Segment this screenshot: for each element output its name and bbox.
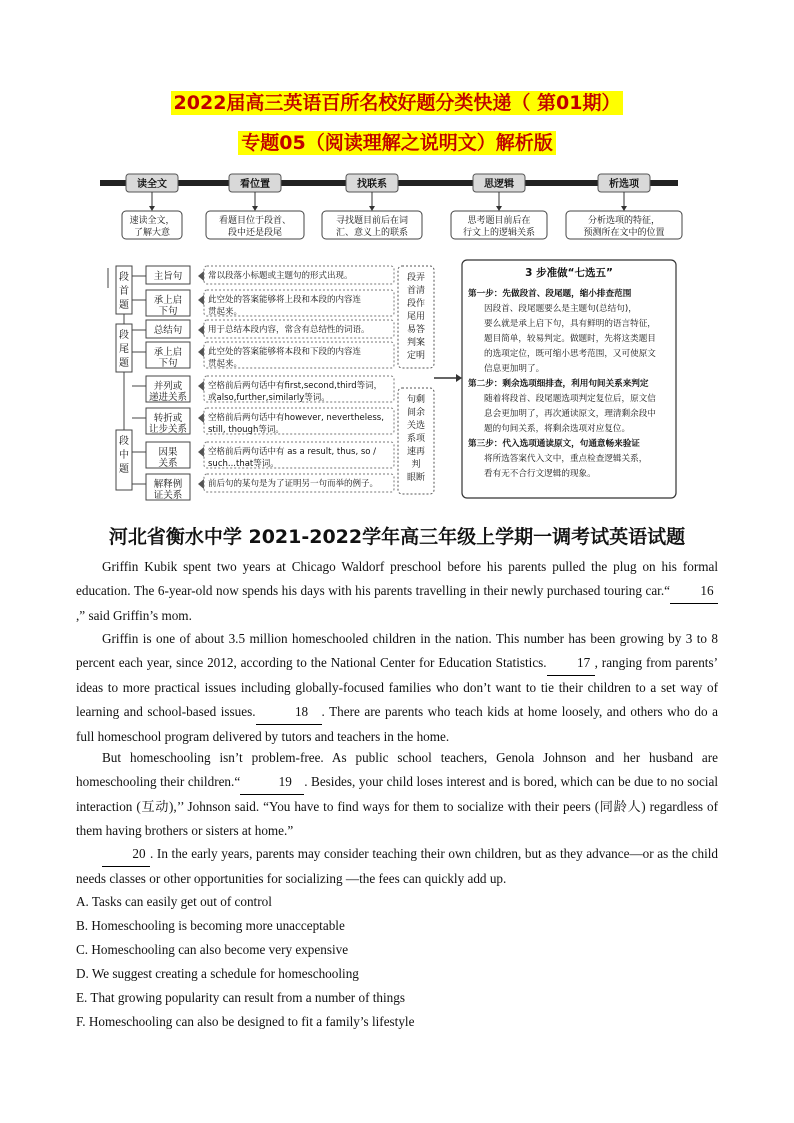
flow-desc-line: 预测所在文中的位置 bbox=[583, 228, 665, 238]
steps-box-line: 信息更加明了。 bbox=[484, 364, 545, 374]
tree-group-char: 中 bbox=[119, 450, 129, 461]
arrow-head bbox=[198, 479, 204, 489]
strategy-diagram bbox=[100, 170, 690, 505]
arrow-head bbox=[621, 206, 627, 211]
arrow-head bbox=[149, 206, 155, 211]
steps-box-line: 第二步：剩余选项细排查，利用句间关系来判定 bbox=[468, 379, 649, 389]
side-note-char: 间余 bbox=[406, 408, 426, 418]
side-note-char: 判 bbox=[411, 460, 421, 470]
side-note-char: 句剩 bbox=[406, 395, 426, 405]
steps-box-line: 第三步：代入选项通读原文，句通意畅来验证 bbox=[468, 439, 640, 449]
arrow-head bbox=[198, 447, 204, 457]
steps-box-line: 第一步：先做段首、段尾题，缩小排查范围 bbox=[468, 289, 632, 299]
flow-step-label: 析选项 bbox=[609, 179, 639, 190]
flow-step-label: 读全文 bbox=[137, 179, 167, 190]
option-f: F. Homeschooling can also be designed to fit a family’s lifestyle bbox=[76, 1014, 415, 1029]
tree-group-char: 题 bbox=[119, 300, 129, 311]
tree-item-desc: 贯起来。 bbox=[208, 359, 243, 369]
steps-box-line: 因段首、段尾题要么是主题句(总结句)， bbox=[484, 304, 637, 314]
blank-19: 19 bbox=[240, 770, 304, 795]
tree-group-char: 首 bbox=[119, 286, 129, 297]
flow-desc-line: 看题目位于段首、 bbox=[218, 216, 292, 226]
side-note-char: 首清 bbox=[406, 286, 426, 296]
passage-paragraph-3: But homeschooling isn’t problem-free. As public school teachers, Genola Johnson and her husband are homeschooling their children.“ 19 . Besides, your child loses interest and is bored, which can be due to no social interaction (互动),’’ Johnson said. “You have to find ways for them to socialize with their peers (同龄人) regardless of them having brothers or sisters at home.” bbox=[76, 750, 718, 838]
arrow-head bbox=[198, 347, 204, 357]
side-note-char: 系项 bbox=[406, 434, 426, 444]
flow-desc-line: 速读全文， bbox=[129, 216, 175, 226]
arrow-head bbox=[496, 206, 502, 211]
steps-box-line: 随着将段首、段尾题选项判定复位后，原文信 bbox=[484, 394, 656, 404]
tree-group-char: 段 bbox=[119, 272, 129, 283]
arrow-head bbox=[198, 271, 204, 281]
arrow-head bbox=[456, 374, 462, 382]
side-note-char: 眼断 bbox=[406, 473, 426, 483]
steps-box-line: 息会更加明了，再次通读原文，理清剩余段中 bbox=[484, 409, 656, 419]
option-b: B. Homeschooling is becoming more unacceptable bbox=[76, 918, 345, 933]
option-c: C. Homeschooling can also become very expensive bbox=[76, 942, 349, 957]
option-a: A. Tasks can easily get out of control bbox=[76, 894, 272, 909]
passage-paragraph-1: Griffin Kubik spent two years at Chicago Waldorf preschool before his parents pulled the plug on his formal education. The 6-year-old now spends his days with his parents travelling in their newly purchased touring car.“ 16,” said Griffin’s mom. bbox=[76, 559, 718, 623]
tree-item-desc: such...that等词。 bbox=[208, 459, 279, 469]
flow-step-label: 看位置 bbox=[240, 179, 270, 190]
tree-item-label: 承上启 bbox=[153, 295, 183, 306]
flow-desc-line: 汇、意义上的联系 bbox=[335, 228, 409, 238]
tree-item-label: 解释例 bbox=[153, 479, 183, 490]
options-list bbox=[76, 890, 716, 1034]
tree-item-label: 下句 bbox=[158, 306, 178, 317]
flow-step-label: 找联系 bbox=[357, 179, 387, 190]
tree-item-label: 并列或 bbox=[153, 381, 183, 392]
steps-box-line: 题的句间关系，将剩余选项对应复位。 bbox=[484, 424, 631, 434]
side-note-char: 尾用 bbox=[406, 312, 426, 322]
flow-step-label: 思逻辑 bbox=[484, 179, 514, 190]
tree-item-label: 主旨句 bbox=[153, 271, 183, 282]
steps-box-line: 题目简单，较易判定。做题时，先将这类题目 bbox=[484, 334, 656, 344]
tree-group-char: 段 bbox=[119, 330, 129, 341]
side-note-char: 段作 bbox=[406, 299, 426, 309]
flow-desc-line: 段中还是段尾 bbox=[227, 228, 283, 238]
blank-17: 17 bbox=[547, 651, 595, 676]
tree-item-label: 因果 bbox=[158, 447, 178, 458]
tree-item-desc: 此空处的答案能够将本段和下段的内容连 bbox=[208, 347, 362, 357]
side-note-char: 段弄 bbox=[406, 273, 426, 283]
tree-item-label: 转折或 bbox=[153, 413, 183, 424]
arrow-head bbox=[198, 381, 204, 391]
tree-item-label: 关系 bbox=[158, 458, 178, 469]
steps-box-title: 3 步准做“七选五” bbox=[525, 267, 613, 279]
steps-box-line: 将所选答案代入文中，重点检查逻辑关系， bbox=[484, 454, 648, 464]
tree-group-char: 题 bbox=[119, 464, 129, 475]
blank-18: 18 bbox=[256, 700, 322, 725]
passage-paragraph-4: 20 . In the early years, parents may consider teaching their own children, but as they advance—or as the child needs classes or other opportunities for socializing —the fees can quickly add up. bbox=[76, 842, 718, 891]
option-e: E. That growing popularity can result from a number of things bbox=[76, 990, 406, 1005]
side-note-char: 定明 bbox=[406, 351, 426, 361]
flow-desc-line: 分析选项的特征， bbox=[587, 216, 661, 226]
side-note-char: 判案 bbox=[406, 338, 426, 348]
arrow-head bbox=[252, 206, 258, 211]
blank-16: 16 bbox=[670, 579, 718, 604]
tree-item-label: 递进关系 bbox=[148, 392, 188, 403]
tree-item-desc: 前后句的某句是为了证明另一句而举的例子。 bbox=[208, 479, 379, 489]
steps-box-line: 要么就是承上启下句，具有鲜明的语言特征， bbox=[484, 319, 656, 329]
flow-desc-line: 了解大意 bbox=[133, 228, 171, 238]
flow-desc-line: 思考题目前后在 bbox=[467, 216, 531, 226]
tree-item-desc: still, though等词。 bbox=[208, 425, 284, 435]
tree-item-desc: 或also,further,similarly等词。 bbox=[208, 393, 330, 403]
tree-item-desc: 空格前后两句话中有however, nevertheless, bbox=[208, 413, 384, 423]
doc-title bbox=[0, 88, 794, 115]
tree-item-desc: 用于总结本段内容，常含有总结性的词语。 bbox=[208, 325, 370, 335]
tree-group-char: 题 bbox=[119, 358, 129, 369]
tree-group-char: 尾 bbox=[119, 344, 129, 355]
tree-item-label: 下句 bbox=[158, 358, 178, 369]
side-note-char: 关选 bbox=[406, 421, 426, 431]
passage-heading: 河北省衡水中学 2021-2022学年高三年级上学期一调考试英语试题 bbox=[108, 526, 686, 548]
tree-item-desc: 空格前后两句话中有 as a result, thus, so / bbox=[208, 447, 377, 457]
arrow-head bbox=[198, 413, 204, 423]
doc-title-line1: 2022届高三英语百所名校好题分类快递（ 第01期） bbox=[171, 91, 624, 115]
arrow-head bbox=[198, 295, 204, 305]
flow-desc-line: 寻找题目前后在词 bbox=[335, 216, 409, 226]
passage-paragraph-2: Griffin is one of about 3.5 million homeschooled children in the nation. This number has been growing by 3 to 8 percent each year, since 2012, according to the National Center for Education Statistics. 17 , ranging from parents’ ideas to more practical issues including globally-focused families who don’t want to tie their children to a set way of learning and school-based issues. 18 . There are parents who teach kids at home loosely, and others who do a full homeschool program delivered by tutors and teachers in the home. bbox=[76, 631, 718, 744]
arrow-head bbox=[369, 206, 375, 211]
doc-title-line2: 专题05（阅读理解之说明文）解析版 bbox=[238, 131, 555, 155]
steps-box-line: 看有无不合行文逻辑的现象。 bbox=[484, 469, 596, 479]
flow-desc-line: 行文上的逻辑关系 bbox=[462, 228, 536, 238]
option-d: D. We suggest creating a schedule for homeschooling bbox=[76, 966, 359, 981]
tree-item-label: 证关系 bbox=[153, 490, 183, 501]
tree-item-desc: 空格前后两句话中有first,second,third等词， bbox=[208, 381, 383, 391]
tree-item-desc: 常以段落小标题或主题句的形式出现。 bbox=[208, 271, 353, 281]
tree-group-char: 段 bbox=[119, 436, 129, 447]
blank-20: 20 bbox=[102, 842, 150, 867]
tree-item-label: 承上启 bbox=[153, 347, 183, 358]
tree-item-desc: 贯起来。 bbox=[208, 307, 243, 317]
arrow-head bbox=[198, 325, 204, 335]
side-note-char: 速再 bbox=[406, 447, 426, 457]
steps-box-line: 的选项定位，既可缩小思考范围，又可使原文 bbox=[484, 349, 656, 359]
tree-item-label: 总结句 bbox=[153, 325, 183, 336]
tree-item-desc: 此空处的答案能够将上段和本段的内容连 bbox=[208, 295, 362, 305]
side-note-char: 易答 bbox=[406, 325, 426, 335]
tree-item-label: 让步关系 bbox=[148, 424, 188, 435]
doc-subtitle bbox=[0, 128, 794, 155]
